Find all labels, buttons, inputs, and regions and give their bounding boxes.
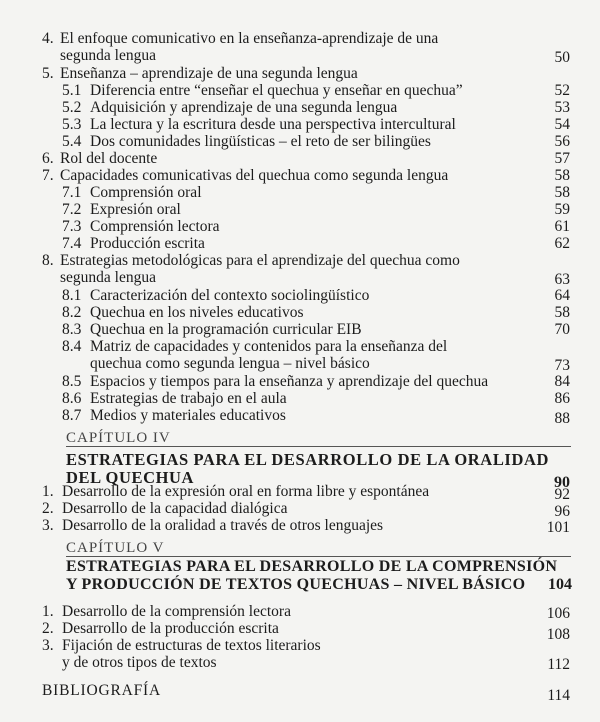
entry-number: 2. xyxy=(42,620,54,637)
entry-title: Quechua en los niveles educativos xyxy=(90,304,304,321)
entry-number: 1. xyxy=(42,483,54,500)
entry-title: Quechua en la programación curricular EIB xyxy=(90,321,362,338)
chapter-rule xyxy=(66,446,571,447)
entry-title: Enseñanza – aprendizaje de una segunda lengua xyxy=(60,65,358,82)
entry-title: Expresión oral xyxy=(90,201,181,218)
chapter-label: CAPÍTULO V xyxy=(66,540,165,556)
entry-page: 58 xyxy=(554,304,570,321)
entry-title: Producción escrita xyxy=(90,235,205,252)
entry-title: Desarrollo de la expresión oral en forma libre y espontánea xyxy=(62,483,430,500)
entry-page: 64 xyxy=(554,287,570,304)
entry-title: Dos comunidades lingüísticas – el reto de ser bilingües xyxy=(90,133,431,150)
entry-title: Fijación de estructuras de textos literarios xyxy=(62,637,321,654)
entry-number: 8.7 xyxy=(62,407,82,424)
entry-number: 8.5 xyxy=(62,373,82,390)
entry-title: Estrategias de trabajo en el aula xyxy=(90,390,287,407)
entry-page: 96 xyxy=(554,503,570,520)
entry-number: 8.2 xyxy=(62,304,82,321)
entry-title: Rol del docente xyxy=(60,150,158,167)
chapter-page: 90 xyxy=(554,474,570,491)
entry-number: 4. xyxy=(42,30,54,47)
entry-number: 8.3 xyxy=(62,321,82,338)
entry-number: 5.3 xyxy=(62,116,82,133)
entry-page: 53 xyxy=(554,99,570,116)
entry-page: 106 xyxy=(546,605,570,622)
entry-page: 58 xyxy=(554,167,570,184)
entry-title: segunda lengua xyxy=(60,47,156,64)
entry-page: 92 xyxy=(554,486,570,503)
entry-number: 2. xyxy=(42,500,54,517)
entry-page: 59 xyxy=(554,201,570,218)
entry-page: 70 xyxy=(554,321,570,338)
entry-number: 7.3 xyxy=(62,218,82,235)
entry-number: 7.4 xyxy=(62,235,82,252)
entry-title: Adquisición y aprendizaje de una segunda lengua xyxy=(90,99,398,116)
entry-title: quechua como segunda lengua – nivel básico xyxy=(90,355,370,372)
chapter-title: Y PRODUCCIÓN DE TEXTOS QUECHUAS – NIVEL BÁSICO xyxy=(66,576,526,593)
entry-title: La lectura y la escritura desde una perspectiva intercultural xyxy=(90,116,456,133)
entry-number: 5. xyxy=(42,65,54,82)
entry-title: Capacidades comunicativas del quechua como segunda lengua xyxy=(60,167,449,184)
entry-page: 86 xyxy=(554,390,570,407)
entry-page: 50 xyxy=(554,49,570,66)
entry-number: 7.1 xyxy=(62,184,82,201)
entry-page: 62 xyxy=(554,235,570,252)
entry-number: 8.1 xyxy=(62,287,82,304)
entry-title: Caracterización del contexto sociolingüístico xyxy=(90,287,370,304)
bibliography-label: BIBLIOGRAFÍA xyxy=(42,682,161,699)
entry-number: 8. xyxy=(42,252,54,269)
entry-title: Desarrollo de la comprensión lectora xyxy=(62,603,291,620)
entry-page: 108 xyxy=(546,626,570,643)
entry-title: Estrategias metodológicas para el aprendizaje del quechua como xyxy=(60,252,460,269)
entry-page: 112 xyxy=(547,656,570,673)
entry-number: 7.2 xyxy=(62,201,82,218)
entry-title: Diferencia entre “enseñar el quechua y enseñar en quechua” xyxy=(90,82,463,99)
entry-number: 8.4 xyxy=(62,338,82,355)
entry-number: 1. xyxy=(42,603,54,620)
entry-page: 63 xyxy=(554,271,570,288)
entry-number: 5.1 xyxy=(62,82,82,99)
entry-title: y de otros tipos de textos xyxy=(62,654,217,671)
entry-number: 8.6 xyxy=(62,390,82,407)
chapter-title: ESTRATEGIAS PARA EL DESARROLLO DE LA COMPRENSIÓN xyxy=(66,558,558,575)
chapter-label: CAPÍTULO IV xyxy=(66,430,171,446)
bibliography-page: 114 xyxy=(547,687,570,704)
entry-page: 61 xyxy=(554,218,570,235)
entry-title: El enfoque comunicativo en la enseñanza-aprendizaje de una xyxy=(60,30,439,47)
entry-number: 7. xyxy=(42,167,54,184)
chapter-page: 104 xyxy=(548,576,572,593)
entry-title: Espacios y tiempos para la enseñanza y aprendizaje del quechua xyxy=(90,373,489,390)
entry-page: 73 xyxy=(554,357,570,374)
entry-page: 101 xyxy=(546,519,570,536)
entry-page: 54 xyxy=(554,116,570,133)
entry-page: 84 xyxy=(554,373,570,390)
entry-title: Medios y materiales educativos xyxy=(90,407,286,424)
entry-title: Desarrollo de la producción escrita xyxy=(62,620,279,637)
entry-page: 58 xyxy=(554,184,570,201)
entry-number: 3. xyxy=(42,517,54,534)
entry-title: Desarrollo de la capacidad dialógica xyxy=(62,500,288,517)
chapter-title: ESTRATEGIAS PARA EL DESARROLLO DE LA ORALIDAD xyxy=(66,450,549,469)
entry-number: 5.4 xyxy=(62,133,82,150)
entry-number: 6. xyxy=(42,150,54,167)
entry-number: 3. xyxy=(42,637,54,654)
entry-title: segunda lengua xyxy=(60,269,156,286)
entry-page: 88 xyxy=(554,410,570,427)
entry-page: 52 xyxy=(554,82,570,99)
entry-title: Comprensión oral xyxy=(90,184,202,201)
chapter-title: DEL QUECHUA xyxy=(66,468,195,487)
entry-page: 57 xyxy=(554,150,570,167)
entry-title: Matriz de capacidades y contenidos para la enseñanza del xyxy=(90,338,448,355)
entry-page: 56 xyxy=(554,133,570,150)
entry-number: 5.2 xyxy=(62,99,82,116)
entry-title: Desarrollo de la oralidad a través de otros lenguajes xyxy=(62,517,384,534)
entry-title: Comprensión lectora xyxy=(90,218,220,235)
